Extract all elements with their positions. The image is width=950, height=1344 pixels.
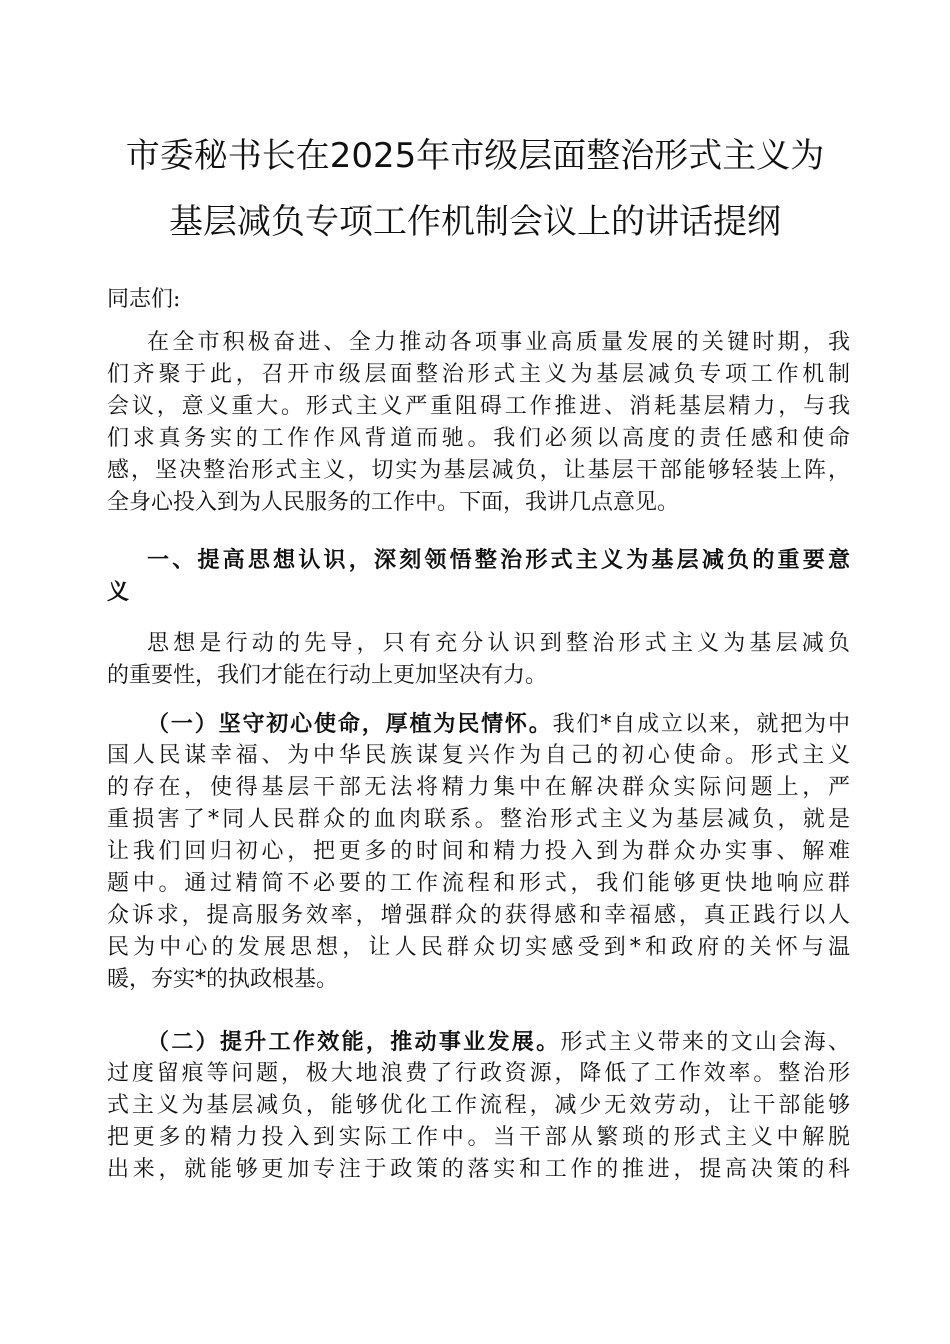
salutation: 同志们: (107, 287, 181, 312)
section-1-heading-line: 一、提高思想认识，深刻领悟整治形式主义为基层减负的重要意 (147, 547, 850, 573)
subsection-2-heading: （二）提升工作效能，推动事业发展。 (147, 1029, 561, 1055)
intro-line: 在全市积极奋进、全力推动各项事业高质量发展的关键时期，我 (147, 330, 850, 355)
intro-line: 们齐聚于此，召开市级层面整治形式主义为基层减负专项工作机制 (107, 362, 850, 387)
subsection-1-line: 暖，夯实*的执政根基。 (107, 967, 339, 992)
subsection-1-line: 国人民谋幸福、为中华民族谋复兴作为自己的初心使命。形式主义 (107, 743, 850, 768)
subsection-2-line: 把更多的精力投入到实际工作中。当干部从繁琐的形式主义中解脱 (107, 1125, 850, 1150)
section-1-heading-line: 义 (107, 579, 130, 605)
subsection-2-line: 过度留痕等问题，极大地浪费了行政资源，降低了工作效率。整治形 (107, 1061, 850, 1086)
intro-line: 感，坚决整治形式主义，切实为基层减负，让基层干部能够轻装上阵， (107, 458, 850, 483)
document-title-line-2: 基层减负专项工作机制会议上的讲话提纲 (169, 202, 781, 242)
subsection-2-text: 形式主义带来的文山会海、 (560, 1030, 850, 1055)
subsection-2-first-line (147, 1026, 850, 1058)
subsection-1-line: 重损害了*同人民群众的血肉联系。整治形式主义为基层减负，就是 (107, 807, 850, 832)
subsection-2-line: 式主义为基层减负，能够优化工作流程，减少无效劳动，让干部能够 (107, 1093, 850, 1118)
section-1-paragraph-line: 的重要性，我们才能在行动上更加坚决有力。 (107, 663, 548, 688)
section-1-paragraph-line: 思想是行动的先导，只有充分认识到整治形式主义为基层减负 (147, 631, 850, 656)
intro-line: 会议，意义重大。形式主义严重阻碍工作推进、消耗基层精力，与我 (107, 394, 850, 419)
document-title-line-1: 市委秘书长在2025年市级层面整治形式主义为 (125, 136, 825, 176)
subsection-1-line: 的存在，使得基层干部无法将精力集中在解决群众实际问题上，严 (107, 775, 850, 800)
intro-line: 们求真务实的工作作风背道而驰。我们必须以高度的责任感和使命 (107, 426, 850, 451)
subsection-1-line: 让我们回归初心，把更多的时间和精力投入到为群众办实事、解难 (107, 839, 850, 864)
subsection-1-heading: （一）坚守初心使命，厚植为民情怀。 (147, 711, 553, 737)
subsection-2-line: 出来，就能够更加专注于政策的落实和工作的推进，提高决策的科 (107, 1157, 850, 1182)
subsection-1-line: 民为中心的发展思想，让人民群众切实感受到*和政府的关怀与温 (107, 935, 850, 960)
subsection-1-first-line (147, 708, 850, 740)
intro-line: 全身心投入到为人民服务的工作中。下面，我讲几点意见。 (107, 490, 680, 515)
subsection-1-line: 众诉求，提高服务效率，增强群众的获得感和幸福感，真正践行以人 (107, 903, 850, 928)
subsection-1-line: 题中。通过精简不必要的工作流程和形式，我们能够更快地响应群 (107, 871, 850, 896)
subsection-1-text: 我们*自成立以来，就把为中 (552, 712, 850, 737)
